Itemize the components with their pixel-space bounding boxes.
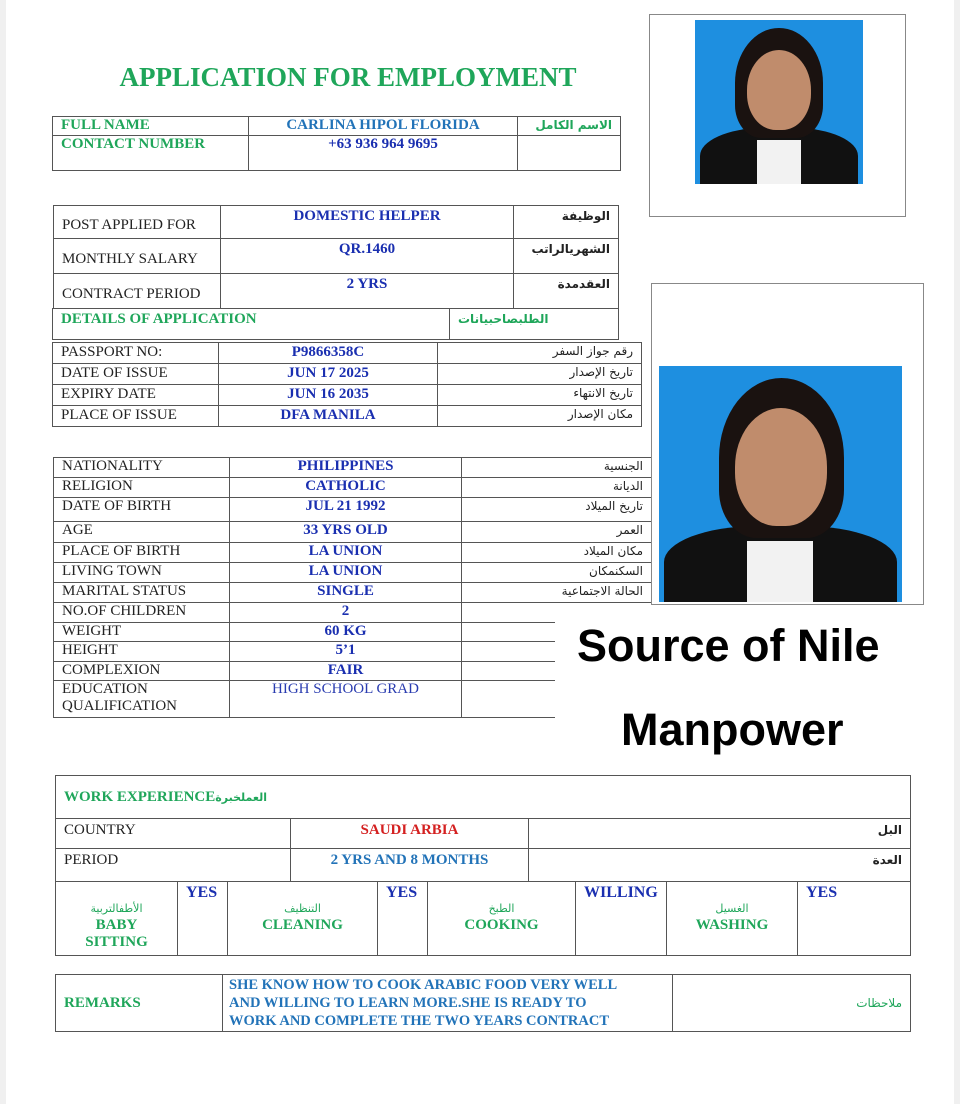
full-name-value: CARLINA HIPOL FLORIDA	[249, 117, 518, 136]
row-value: QR.1460	[221, 239, 514, 274]
row-value: SINGLE	[230, 583, 462, 603]
row-label: EDUCATION QUALIFICATION	[54, 681, 230, 718]
row-ar: الشهريالراتب	[514, 239, 619, 274]
row-label: HEIGHT	[54, 642, 230, 662]
row-label: EXPIRY DATE	[53, 385, 219, 406]
skill-value: YES	[378, 882, 428, 956]
skills-table	[55, 881, 911, 956]
row-label: NATIONALITY	[54, 458, 230, 478]
skill-cell	[428, 882, 576, 956]
applicant-photo-small	[695, 20, 863, 184]
skill-label: BABY SITTING	[85, 917, 148, 950]
table-row	[54, 543, 652, 563]
skill-value: YES	[178, 882, 228, 956]
row-label: DATE OF BIRTH	[54, 498, 230, 522]
skill-cell	[667, 882, 798, 956]
skill-ar: الأطفالتربية	[90, 902, 143, 915]
applicant-photo-large	[659, 366, 902, 602]
row-ar: الجنسية	[462, 458, 652, 478]
row-ar: الديانة	[462, 478, 652, 498]
country-value: SAUDI ARBIA	[291, 819, 529, 849]
work-header	[56, 776, 911, 819]
work-experience-table	[55, 775, 911, 882]
row-value: JUL 21 1992	[230, 498, 462, 522]
row-value: CATHOLIC	[230, 478, 462, 498]
row-label: COMPLEXION	[54, 662, 230, 681]
personal-table	[52, 116, 621, 171]
table-row	[54, 458, 652, 478]
contact-label: CONTACT NUMBER	[53, 136, 249, 171]
row-value: P9866358C	[219, 343, 438, 364]
table-row	[54, 206, 619, 239]
photo-frame-large	[651, 283, 924, 605]
photo-frame-small	[649, 14, 906, 217]
country-ar: البل	[529, 819, 911, 849]
row-label: CONTRACT PERIOD	[54, 274, 221, 309]
table-row	[54, 274, 619, 309]
skill-ar: التنظيف	[284, 902, 321, 915]
table-row	[53, 364, 642, 385]
row-label: WEIGHT	[54, 623, 230, 642]
period-ar: العدة	[529, 849, 911, 882]
table-row	[54, 478, 652, 498]
row-ar: الوظيفة	[514, 206, 619, 239]
row-label: POST APPLIED FOR	[54, 206, 221, 239]
remarks-ar: ملاحظات	[673, 975, 911, 1032]
details-label: DETAILS OF APPLICATION	[53, 309, 450, 340]
skill-value: YES	[798, 882, 911, 956]
passport-table	[52, 342, 642, 427]
table-row	[53, 343, 642, 364]
row-label: PLACE OF ISSUE	[53, 406, 219, 427]
table-row	[53, 385, 642, 406]
page-title: APPLICATION FOR EMPLOYMENT	[119, 62, 577, 92]
skill-label: WASHING	[695, 917, 769, 933]
row-value: DOMESTIC HELPER	[221, 206, 514, 239]
row-label: RELIGION	[54, 478, 230, 498]
row-ar: مكان الإصدار	[438, 406, 642, 427]
period-label: PERIOD	[56, 849, 291, 882]
remarks-table	[55, 974, 911, 1032]
skill-label: COOKING	[464, 917, 539, 933]
row-value: 2	[230, 603, 462, 623]
row-value: PHILIPPINES	[230, 458, 462, 478]
row-value: HIGH SCHOOL GRAD	[230, 681, 462, 718]
skill-cell	[56, 882, 178, 956]
skill-label: CLEANING	[262, 917, 343, 933]
row-ar: مكان الميلاد	[462, 543, 652, 563]
work-header-label: WORK EXPERIENCE	[64, 788, 216, 805]
full-name-label: FULL NAME	[53, 117, 249, 136]
row-label: MARITAL STATUS	[54, 583, 230, 603]
table-row	[54, 498, 652, 522]
table-row	[54, 522, 652, 543]
row-value: 60 KG	[230, 623, 462, 642]
row-ar: السكنمكان	[462, 563, 652, 583]
row-label: AGE	[54, 522, 230, 543]
period-value: 2 YRS AND 8 MONTHS	[291, 849, 529, 882]
remarks-line: WORK AND COMPLETE THE TWO YEARS CONTRACT	[229, 1013, 610, 1029]
remarks-text	[223, 975, 673, 1032]
row-value: 5’1	[230, 642, 462, 662]
row-ar: تاريخ الإصدار	[438, 364, 642, 385]
row-ar: تاريخ الميلاد	[462, 498, 652, 522]
watermark-line2: Manpower	[621, 704, 844, 755]
remarks-line: SHE KNOW HOW TO COOK ARABIC FOOD VERY WELL	[229, 977, 618, 993]
row-ar: العمر	[462, 522, 652, 543]
details-ar: الطلبصاحبيانات	[450, 309, 619, 340]
table-row	[54, 583, 652, 603]
row-value: JUN 17 2025	[219, 364, 438, 385]
row-ar: رقم جواز السفر	[438, 343, 642, 364]
row-label: PLACE OF BIRTH	[54, 543, 230, 563]
row-label: LIVING TOWN	[54, 563, 230, 583]
row-value: FAIR	[230, 662, 462, 681]
skill-value: WILLING	[576, 882, 667, 956]
job-table	[53, 205, 619, 309]
country-label: COUNTRY	[56, 819, 291, 849]
row-label: DATE OF ISSUE	[53, 364, 219, 385]
row-value: 33 YRS OLD	[230, 522, 462, 543]
remarks-line: AND WILLING TO LEARN MORE.SHE IS READY TO	[229, 995, 587, 1011]
row-value: JUN 16 2035	[219, 385, 438, 406]
row-value: 2 YRS	[221, 274, 514, 309]
row-label: NO.OF CHILDREN	[54, 603, 230, 623]
row-ar: تاريخ الانتهاء	[438, 385, 642, 406]
row-value: LA UNION	[230, 563, 462, 583]
table-row	[53, 406, 642, 427]
table-row	[54, 563, 652, 583]
row-label: MONTHLY SALARY	[54, 239, 221, 274]
row-ar: العقدمدة	[514, 274, 619, 309]
table-row	[54, 239, 619, 274]
watermark-line1: Source of Nile	[577, 620, 880, 671]
row-value: DFA MANILA	[219, 406, 438, 427]
work-header-ar: العملخبرة	[215, 790, 268, 804]
skill-cell	[228, 882, 378, 956]
contact-value: +63 936 964 9695	[249, 136, 518, 171]
skill-ar: الطبخ	[488, 902, 515, 915]
row-label: PASSPORT NO:	[53, 343, 219, 364]
full-name-ar: الاسم الكامل	[518, 117, 621, 136]
remarks-label: REMARKS	[56, 975, 223, 1032]
row-ar: الحالة الاجتماعية	[462, 583, 652, 603]
row-value: LA UNION	[230, 543, 462, 563]
skill-ar: الغسيل	[715, 902, 749, 915]
details-header	[52, 308, 619, 340]
